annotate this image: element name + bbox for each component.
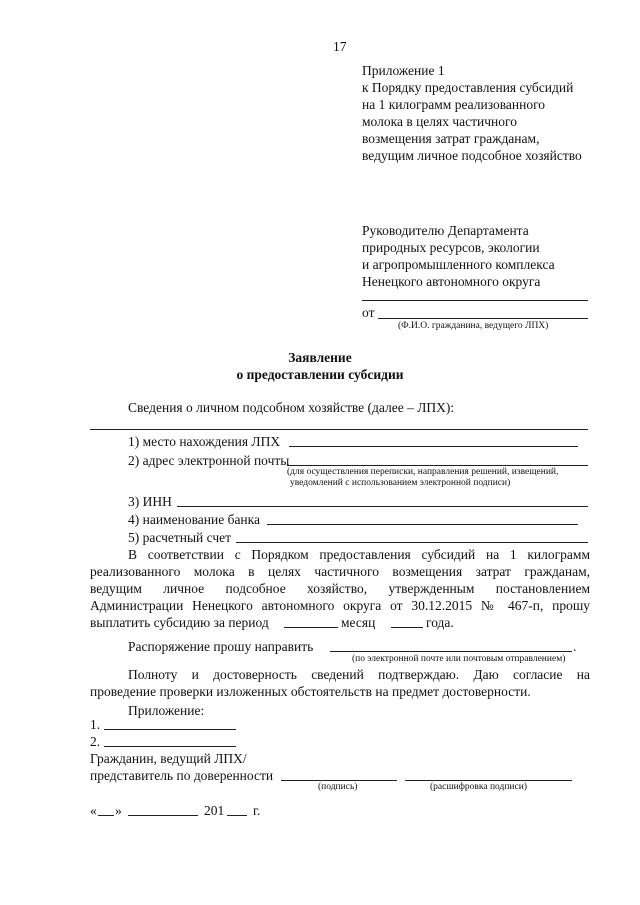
- addressee-blank-line[interactable]: [362, 300, 588, 301]
- field-email-label: 2) адрес электронной почты: [128, 453, 290, 468]
- field-account-label: 5) расчетный счет: [128, 530, 232, 545]
- field-email-note: уведомлений с использованием электронной подписи): [290, 478, 511, 488]
- direction-input[interactable]: [330, 651, 572, 652]
- appendix-line: возмещения затрат гражданам,: [362, 131, 540, 146]
- period-month-field[interactable]: [284, 627, 338, 628]
- attachment-item-2-input[interactable]: [104, 746, 236, 747]
- attachment-label: Приложение:: [128, 703, 205, 718]
- from-label: от: [362, 305, 375, 320]
- addressee-line: природных ресурсов, экологии: [362, 240, 540, 255]
- addressee-line: Руководителю Департамента: [362, 223, 529, 238]
- date-year-suffix: г.: [253, 803, 261, 818]
- field-account-input[interactable]: [236, 542, 588, 543]
- field-bank-label: 4) наименование банка: [128, 512, 261, 527]
- period-prefix: выплатить субсидию за период: [90, 615, 269, 630]
- document-subtitle: о предоставлении субсидии: [236, 367, 404, 382]
- from-caption: (Ф.И.О. гражданина, ведущего ЛПХ): [398, 321, 549, 331]
- period-year-word: года.: [426, 615, 454, 630]
- addressee-line: и агропромышленного комплекса: [362, 257, 555, 272]
- appendix-line: на 1 килограмм реализованного: [362, 97, 546, 112]
- addressee-block: [362, 222, 555, 290]
- signature-field[interactable]: [281, 780, 397, 781]
- signer-line: Гражданин, ведущий ЛПХ/: [90, 751, 247, 766]
- appendix-block: [362, 62, 582, 164]
- signature-caption: (подпись): [318, 782, 358, 792]
- appendix-line: к Порядку предоставления субсидий: [362, 80, 574, 95]
- body-paragraph-line: В соответствии с Порядком предоставления субсидий на 1 килограмм: [128, 547, 590, 562]
- signature-decode-caption: (расшифровка подписи): [430, 782, 527, 792]
- field-inn-label: 3) ИНН: [128, 494, 172, 509]
- date-year-prefix: 201: [204, 803, 225, 818]
- field-bank-input[interactable]: [267, 524, 578, 525]
- period-year-field[interactable]: [391, 627, 423, 628]
- direction-note: (по электронной почте или почтовым отправлением): [352, 654, 566, 664]
- body-paragraph-line: реализованного молока в целях частичного возмещения затрат гражданам,: [90, 564, 590, 579]
- field-location-input[interactable]: [289, 446, 578, 447]
- confirm-line: проведение проверки изложенных обстоятельств на предмет достоверности.: [90, 684, 531, 699]
- addressee-line: Ненецкого автономного округа: [362, 274, 541, 289]
- field-email-input[interactable]: [287, 465, 588, 466]
- direction-label: Распоряжение прошу направить: [128, 639, 314, 654]
- appendix-line: молока в целях частичного: [362, 114, 517, 129]
- field-location-label: 1) место нахождения ЛПХ: [128, 434, 281, 449]
- field-email-note: (для осуществления переписки, направления решений, извещений,: [287, 467, 559, 477]
- signer-line: представитель по доверенности: [90, 768, 274, 783]
- date-month-field[interactable]: [128, 815, 198, 816]
- attachment-item-number: 2.: [90, 734, 101, 749]
- period-month-word: месяц: [341, 615, 376, 630]
- body-paragraph-line: Администрации Ненецкого автономного округа от 30.12.2015 № 467-п, прошу: [90, 598, 590, 613]
- date-day-field[interactable]: [98, 815, 114, 816]
- page-number: 17: [333, 39, 347, 54]
- attachment-item-1-input[interactable]: [104, 729, 236, 730]
- document-title: Заявление: [288, 350, 352, 365]
- date-close-quote: »: [115, 803, 122, 818]
- direction-end: .: [573, 639, 577, 654]
- lph-info-blank-line[interactable]: [90, 429, 588, 430]
- attachment-item-number: 1.: [90, 717, 101, 732]
- confirm-line: Полноту и достоверность сведений подтверждаю. Даю согласие на: [128, 667, 590, 682]
- appendix-line: Приложение 1: [362, 63, 445, 78]
- date-open-quote: «: [90, 803, 97, 818]
- signature-decode-field[interactable]: [405, 780, 572, 781]
- from-name-field[interactable]: [378, 318, 588, 319]
- date-year-field[interactable]: [227, 815, 247, 816]
- appendix-line: ведущим личное подсобное хозяйство: [362, 148, 582, 163]
- body-paragraph-line: ведущим личное подсобное хозяйство, утвержденным постановлением: [90, 581, 590, 596]
- field-inn-input[interactable]: [177, 506, 588, 507]
- intro-text: Сведения о личном подсобном хозяйстве (далее – ЛПХ):: [128, 400, 455, 415]
